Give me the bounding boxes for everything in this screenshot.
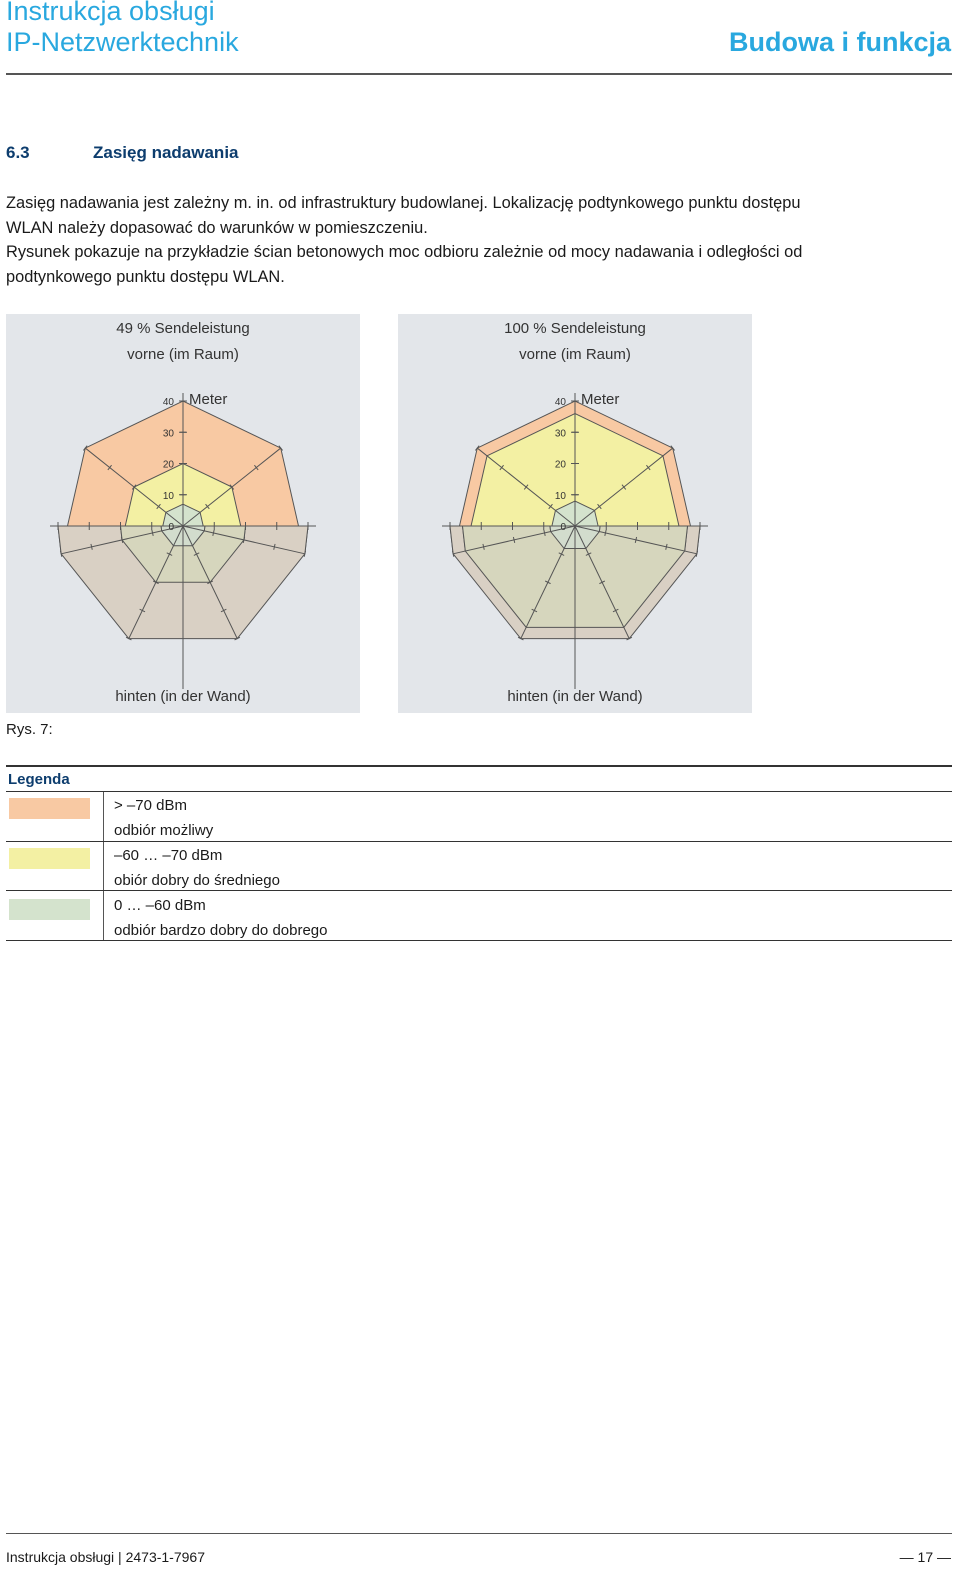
legend-column-divider xyxy=(103,792,104,941)
axis-tick-label: 10 xyxy=(554,490,566,502)
section-number: 6.3 xyxy=(6,143,30,162)
document-title: Instrukcja obsługi xyxy=(6,0,215,26)
diagram-caption-back: hinten (in der Wand) xyxy=(115,688,251,705)
range-diagram-100-percent xyxy=(398,314,752,713)
axis-tick-label: 40 xyxy=(162,397,174,408)
axis-tick-label: 40 xyxy=(554,397,566,408)
legend-swatch-possible xyxy=(9,798,90,819)
diagram-caption-power: 100 % Sendeleistung xyxy=(504,320,646,337)
footer-document-id: Instrukcja obsługi | 2473-1-7967 xyxy=(6,1549,205,1565)
axis-tick-label: 20 xyxy=(554,459,566,471)
axis-tick-label: 0 xyxy=(168,522,174,533)
axis-unit-label: Meter xyxy=(189,391,228,408)
axis-tick-label: 30 xyxy=(554,428,566,440)
legend-desc-possible: odbiór możliwy xyxy=(114,822,214,839)
diagram-caption-front: vorne (im Raum) xyxy=(519,346,631,363)
legend-swatch-good xyxy=(9,848,90,869)
diagram-caption-front: vorne (im Raum) xyxy=(127,346,239,363)
range-radar-svg xyxy=(6,314,360,713)
figure-label: Rys. 7: xyxy=(6,721,53,738)
body-line-3: Rysunek pokazuje na przykładzie ścian betonowych moc odbioru zależnie od mocy nadawania i odległości od xyxy=(6,243,803,261)
legend-top-rule xyxy=(6,765,952,767)
legend-title: Legenda xyxy=(8,771,70,788)
legend-bottom-rule xyxy=(6,940,952,941)
legend-desc-very-good: odbiór bardzo dobry do dobrego xyxy=(114,922,328,939)
range-diagram-49-percent xyxy=(6,314,360,713)
section-title: Zasięg nadawania xyxy=(93,143,239,162)
axis-tick-label: 20 xyxy=(162,459,174,471)
axis-tick-label: 0 xyxy=(560,522,566,533)
legend-desc-good: obiór dobry do średniego xyxy=(114,872,280,889)
diagram-caption-power: 49 % Sendeleistung xyxy=(116,320,250,337)
document-subtitle: IP-Netzwerktechnik xyxy=(6,27,239,57)
body-line-2: WLAN należy dopasować do warunków w pomieszczeniu. xyxy=(6,219,428,237)
page-number: — 17 — xyxy=(899,1549,951,1565)
footer-divider xyxy=(6,1533,952,1534)
legend-header-rule xyxy=(6,791,952,792)
legend-value-good: –60 … –70 dBm xyxy=(114,847,223,864)
body-line-4: podtynkowego punktu dostępu WLAN. xyxy=(6,268,285,286)
axis-tick-label: 10 xyxy=(162,490,174,502)
legend-row-rule xyxy=(6,890,952,891)
header-divider xyxy=(6,73,952,75)
chapter-title: Budowa i funkcja xyxy=(728,27,951,57)
legend-swatch-very-good xyxy=(9,899,90,920)
legend-value-possible: > –70 dBm xyxy=(114,797,187,814)
diagram-caption-back: hinten (in der Wand) xyxy=(507,688,643,705)
legend-row-rule xyxy=(6,841,952,842)
legend-value-very-good: 0 … –60 dBm xyxy=(114,897,206,914)
range-radar-svg xyxy=(398,314,752,713)
axis-tick-label: 30 xyxy=(162,428,174,440)
body-line-1: Zasięg nadawania jest zależny m. in. od infrastruktury budowlanej. Lokalizację podtynkowego punktu dostępu xyxy=(6,194,801,212)
axis-unit-label: Meter xyxy=(581,391,620,408)
